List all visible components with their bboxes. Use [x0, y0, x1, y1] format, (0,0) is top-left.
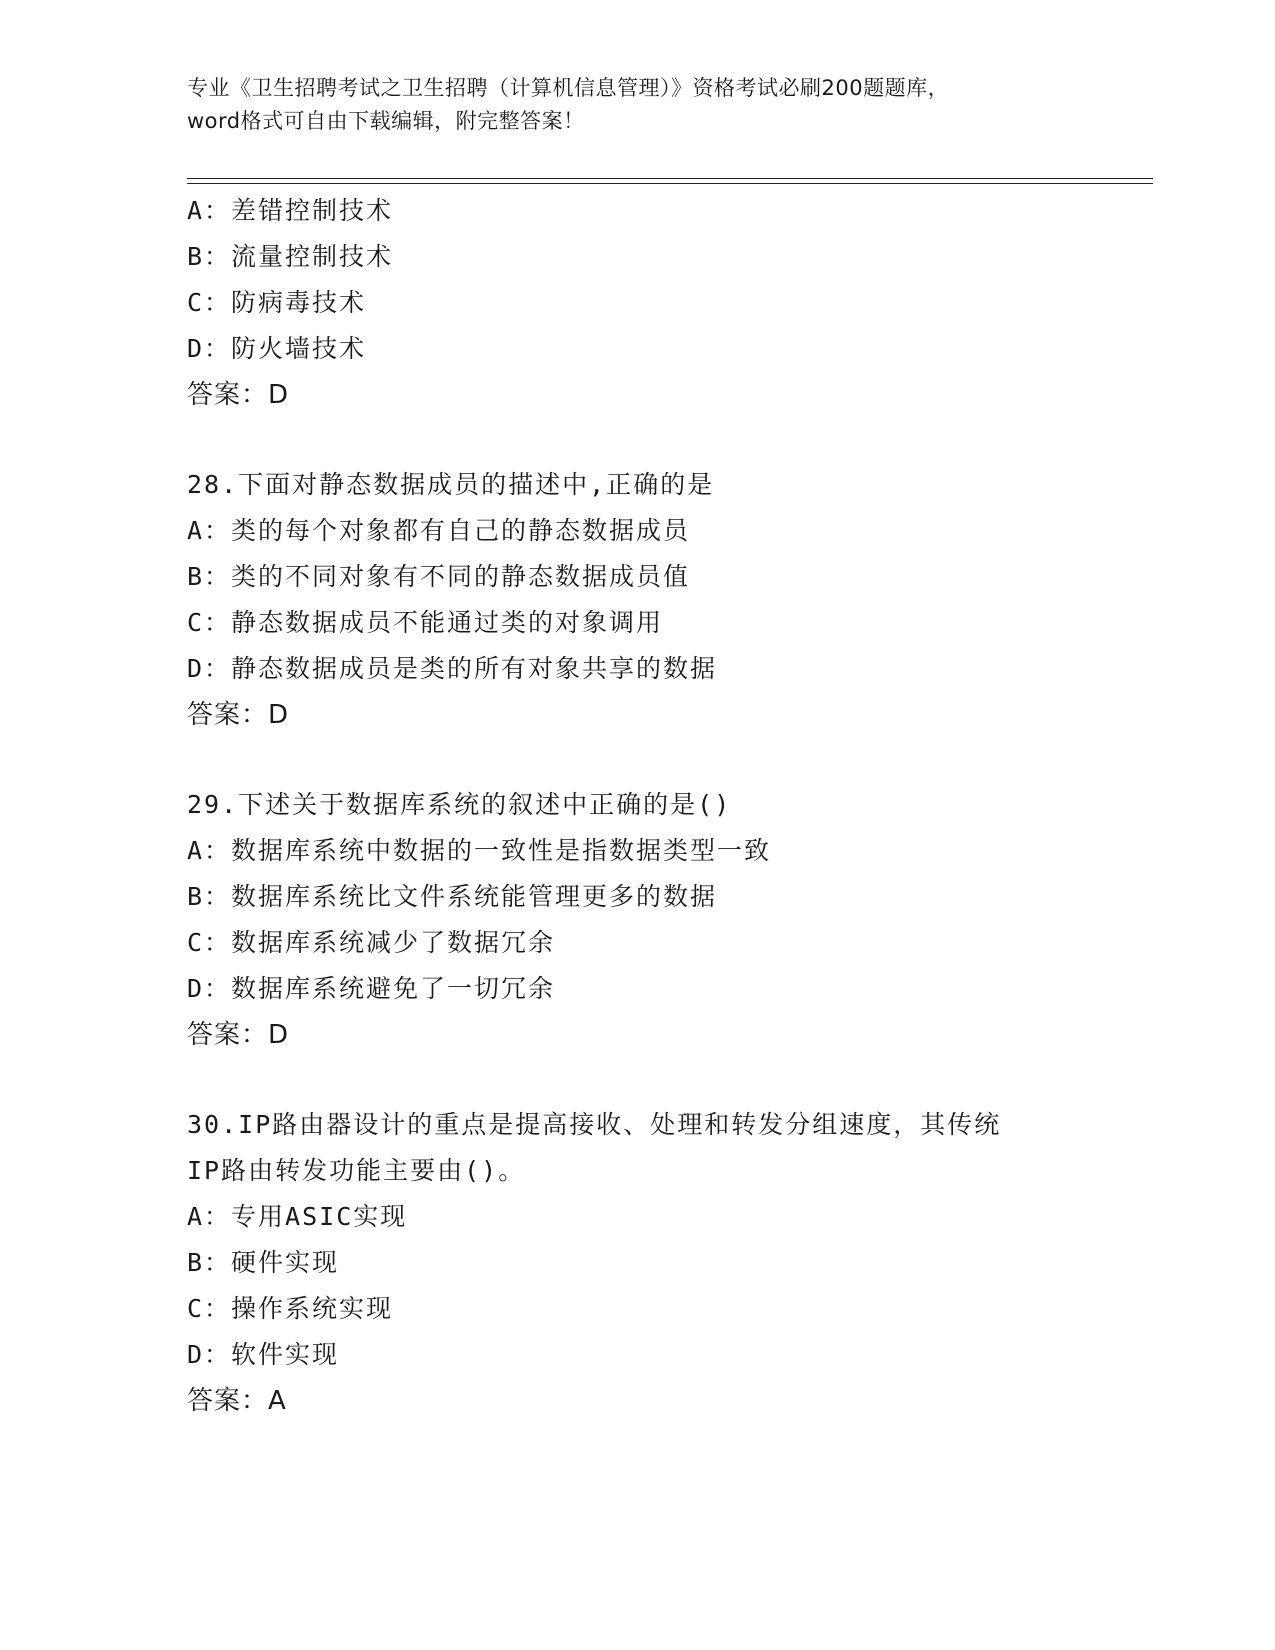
- spacer: [187, 418, 1147, 462]
- option-d: D：静态数据成员是类的所有对象共享的数据: [187, 654, 718, 683]
- option-d: D：数据库系统避免了一切冗余: [187, 974, 556, 1003]
- header-divider-top: [187, 178, 1153, 179]
- document-header: [187, 72, 1087, 138]
- option-c: C：防病毒技术: [187, 288, 367, 317]
- option-a: A：差错控制技术: [187, 196, 394, 225]
- question-block-28: [187, 462, 1147, 738]
- option-c: C：操作系统实现: [187, 1294, 394, 1323]
- question-block-29: [187, 782, 1147, 1058]
- question-block-27: [187, 188, 1147, 418]
- spacer: [187, 738, 1147, 782]
- option-b: B：类的不同对象有不同的静态数据成员值: [187, 562, 691, 591]
- header-line-2: word格式可自由下载编辑，附完整答案！: [187, 109, 585, 133]
- question-text-line-1: 30.IP路由器设计的重点是提高接收、处理和转发分组速度，其传统: [187, 1110, 1002, 1139]
- option-a: A：类的每个对象都有自己的静态数据成员: [187, 516, 691, 545]
- question-block-30: [187, 1102, 1147, 1424]
- option-c: C：数据库系统减少了数据冗余: [187, 928, 556, 957]
- question-text-line-2: IP路由转发功能主要由()。: [187, 1156, 526, 1185]
- question-text: 28.下面对静态数据成员的描述中,正确的是: [187, 470, 715, 499]
- option-b: B：流量控制技术: [187, 242, 394, 271]
- option-d: D：防火墙技术: [187, 334, 367, 363]
- answer-line: 答案：D: [187, 380, 290, 410]
- option-c: C：静态数据成员不能通过类的对象调用: [187, 608, 664, 637]
- answer-line: 答案：A: [187, 1386, 287, 1416]
- option-d: D：软件实现: [187, 1340, 340, 1369]
- answer-line: 答案：D: [187, 1020, 290, 1050]
- option-b: B：数据库系统比文件系统能管理更多的数据: [187, 882, 718, 911]
- option-b: B：硬件实现: [187, 1248, 340, 1277]
- question-list: [187, 188, 1147, 1424]
- spacer: [187, 1058, 1147, 1102]
- option-a: A：数据库系统中数据的一致性是指数据类型一致: [187, 836, 772, 865]
- header-divider-bottom: [187, 183, 1153, 184]
- question-text: 29.下述关于数据库系统的叙述中正确的是(): [187, 790, 732, 819]
- option-a: A：专用ASIC实现: [187, 1202, 408, 1231]
- header-line-1: 专业《卫生招聘考试之卫生招聘（计算机信息管理）》资格考试必刷200题题库，: [187, 76, 950, 100]
- answer-line: 答案：D: [187, 700, 290, 730]
